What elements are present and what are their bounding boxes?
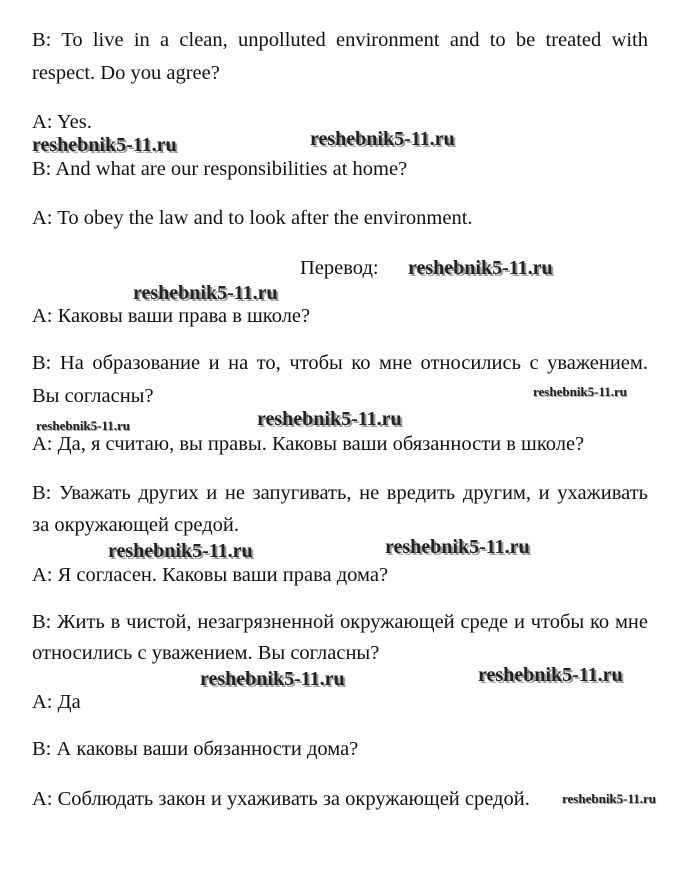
text-line: A: Да [32,691,81,713]
text-line: B: На образование и на то, чтобы ко мне относились с уважением. [32,352,648,374]
text-line: A: Каковы ваши права в школе? [32,305,311,327]
text-line: A: Yes. [32,111,92,133]
watermark: reshebnik5-11.ru [108,540,253,562]
watermark: reshebnik5-11.ru [533,384,628,399]
text-line: B: Жить в чистой, незагрязненной окружающей среде и чтобы ко мне [32,611,648,633]
text-line: A: Я согласен. Каковы ваши права дома? [32,564,389,586]
watermark: reshebnik5-11.ru [385,536,530,558]
text-line: за окружающей средой. [32,514,240,536]
text-line: A: Да, я считаю, вы правы. Каковы ваши обязанности в школе? [32,433,585,455]
text-line: A: Соблюдать закон и ухаживать за окружающей средой. [32,788,530,810]
watermark: reshebnik5-11.ru [562,791,657,806]
watermark: reshebnik5-11.ru [133,282,278,304]
text-line: B: And what are our responsibilities at home? [32,158,408,180]
section-heading: Перевод: [300,257,379,279]
watermark: reshebnik5-11.ru [257,408,402,430]
watermark: reshebnik5-11.ru [200,668,345,690]
text-line: A: To obey the law and to look after the environment. [32,207,473,229]
watermark: reshebnik5-11.ru [408,257,553,279]
text-line: respect. Do you agree? [32,62,220,84]
text-line: B: Уважать других и не запугивать, не вредить другим, и ухаживать [32,482,648,504]
text-line: B: А каковы ваши обязанности дома? [32,738,359,760]
watermark: reshebnik5-11.ru [478,664,623,686]
text-line: B: To live in a clean, unpolluted environment and to be treated with [32,29,648,51]
watermark: reshebnik5-11.ru [32,134,177,156]
watermark: reshebnik5-11.ru [310,128,455,150]
text-line: Вы согласны? [32,385,154,407]
text-line: относились с уважением. Вы согласны? [32,642,380,664]
watermark: reshebnik5-11.ru [36,418,131,433]
